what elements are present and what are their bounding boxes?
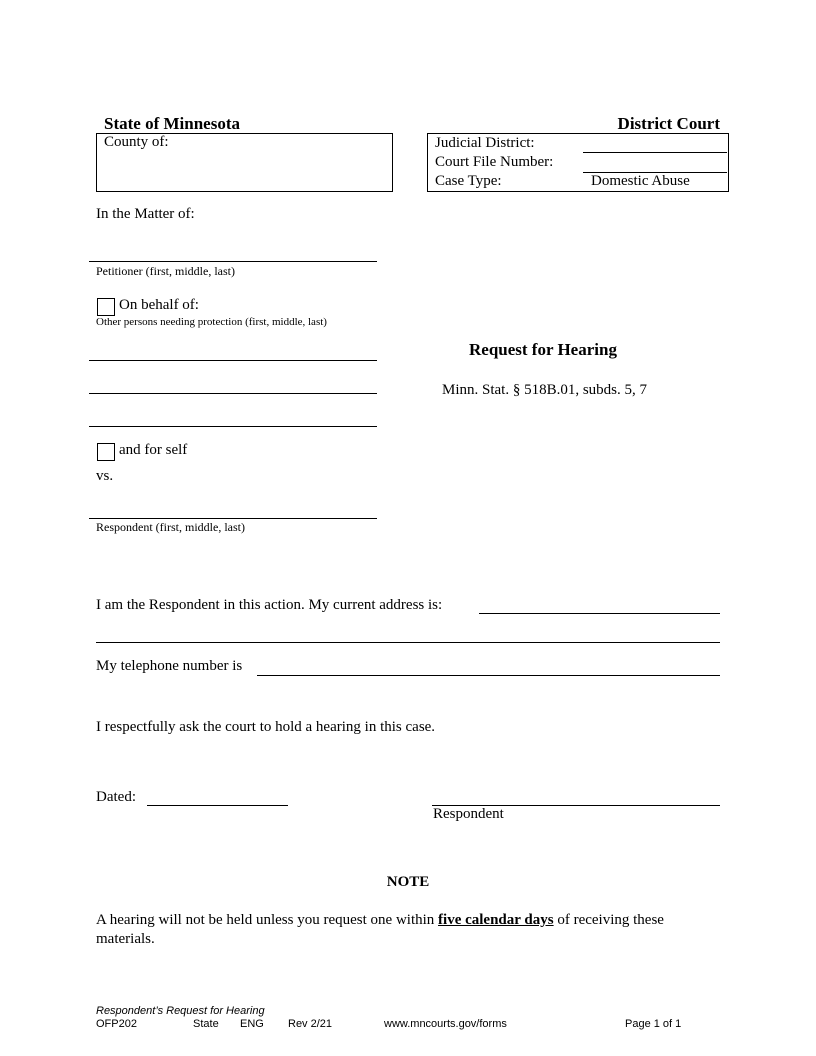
dated-label: Dated:	[96, 789, 136, 805]
on-behalf-label: On behalf of:	[119, 297, 199, 313]
note-text-before: A hearing will not be held unless you request one within	[96, 912, 439, 928]
footer-form-title: Respondent’s Request for Hearing	[96, 1005, 265, 1017]
other-person-field-3[interactable]	[89, 426, 377, 427]
signature-label: Respondent	[433, 806, 504, 822]
and-for-self-label: and for self	[119, 442, 188, 458]
document-title: Request for Hearing	[469, 340, 617, 359]
statute-citation: Minn. Stat. § 518B.01, subds. 5, 7	[442, 382, 648, 398]
matter-label: In the Matter of:	[96, 206, 195, 222]
footer-revision: Rev 2/21	[288, 1018, 333, 1030]
phone-field[interactable]	[257, 675, 720, 676]
note-text-after: of receiving these materials.	[96, 912, 664, 947]
court-title: District Court	[617, 114, 720, 133]
date-field[interactable]	[147, 805, 288, 806]
footer-page-number: Page 1 of 1	[625, 1018, 682, 1030]
note-heading: NOTE	[386, 874, 430, 890]
note-text	[96, 911, 720, 949]
case-type-label: Case Type:	[435, 173, 502, 189]
note-emphasis: five calendar days	[438, 912, 554, 928]
footer-form-id: OFP202	[96, 1018, 137, 1030]
address-statement: I am the Respondent in this action. My current address is:	[96, 597, 443, 613]
footer-url[interactable]: www.mncourts.gov/forms	[384, 1018, 507, 1030]
case-type-value: Domestic Abuse	[591, 173, 690, 189]
petitioner-label: Petitioner (first, middle, last)	[96, 264, 235, 278]
address-field-line-2[interactable]	[96, 642, 720, 643]
petitioner-name-field[interactable]	[89, 261, 377, 262]
county-label: County of:	[104, 134, 169, 150]
court-file-number-label: Court File Number:	[435, 154, 554, 170]
judicial-district-field[interactable]	[583, 152, 727, 153]
other-person-field-1[interactable]	[89, 360, 377, 361]
judicial-district-label: Judicial District:	[435, 135, 535, 151]
other-person-field-2[interactable]	[89, 393, 377, 394]
state-title: State of Minnesota	[104, 114, 240, 133]
footer-jurisdiction: State	[193, 1018, 219, 1030]
footer-language: ENG	[240, 1018, 264, 1030]
respondent-name-label: Respondent (first, middle, last)	[96, 520, 245, 534]
address-field-line-1[interactable]	[479, 613, 720, 614]
respondent-name-field[interactable]	[89, 518, 377, 519]
other-persons-label: Other persons needing protection (first, middle, last)	[96, 316, 327, 328]
vs-label: vs.	[96, 468, 114, 484]
on-behalf-checkbox[interactable]	[97, 298, 115, 316]
phone-statement: My telephone number is	[96, 658, 243, 674]
hearing-request-statement: I respectfully ask the court to hold a hearing in this case.	[96, 719, 436, 735]
and-for-self-checkbox[interactable]	[97, 443, 115, 461]
